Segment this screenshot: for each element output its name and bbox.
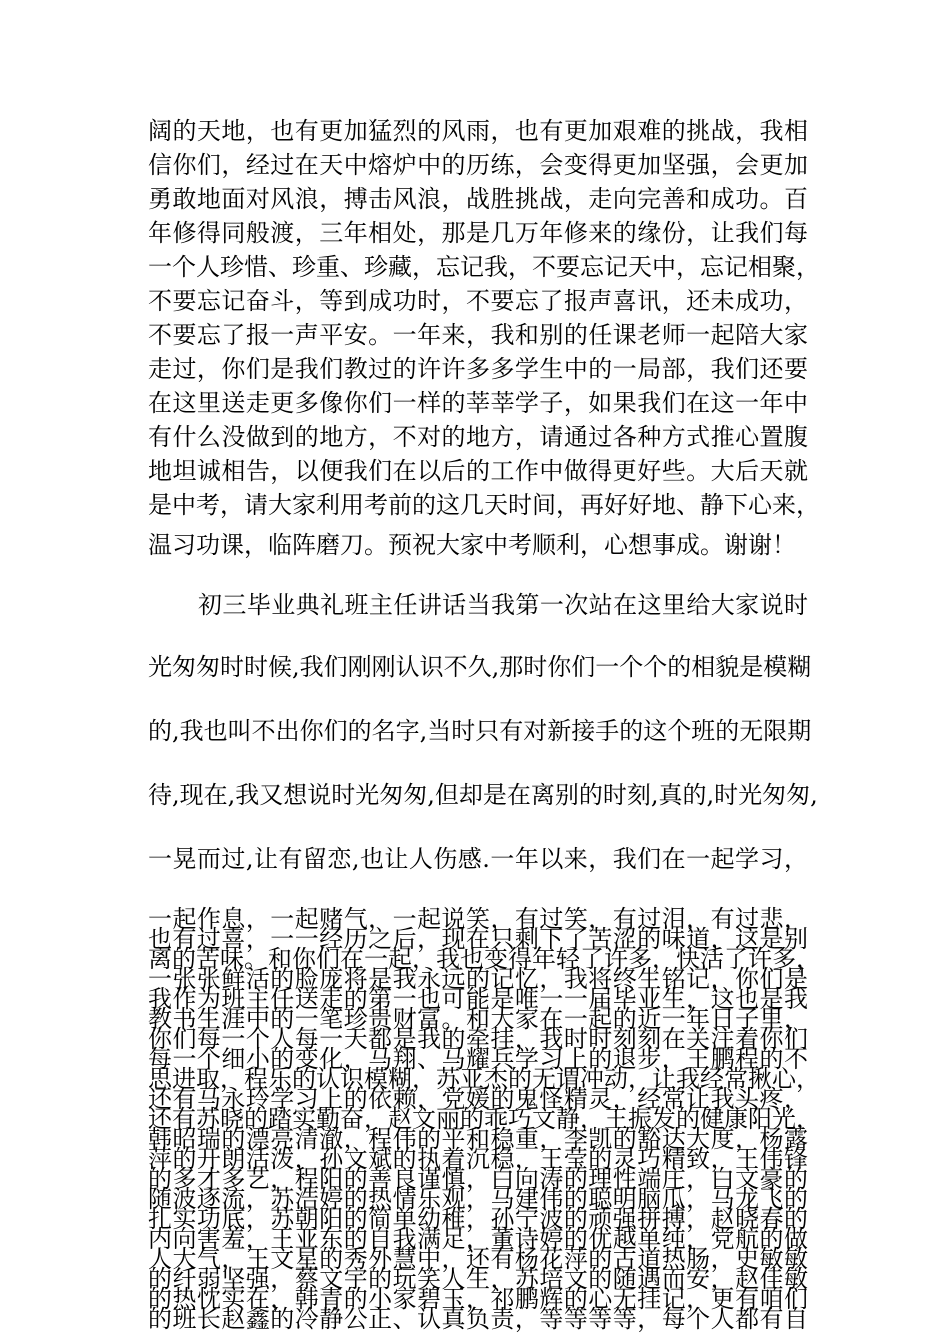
text-line: 待,现在,我又想说时光匆匆,但却是在离别的时刻,真的,时光匆匆, xyxy=(148,781,818,809)
text-line: 也有过喜，一一经历之后，现在只剩下了苦涩的味道，这是别 xyxy=(148,925,808,953)
text-line: 一个人珍惜、珍重、珍藏，忘记我，不要忘记天中，忘记相聚， xyxy=(148,253,820,281)
text-line: 人大气，王文星的秀外慧中，还有杨花萍的古道热肠，史敏敏 xyxy=(148,1245,808,1273)
text-line: 离的苦味。和你们在一起，我也变得年轻了许多，快活了许多， xyxy=(148,945,820,973)
text-line: 我作为班主任送走的第一也可能是唯一一届毕业生，这也是我 xyxy=(148,985,808,1013)
text-line: 勇敢地面对风浪，搏击风浪，战胜挑战，走向完善和成功。百 xyxy=(148,185,808,213)
text-line: 不要忘了报一声平安。一年来，我和别的任课老师一起陪大家 xyxy=(148,321,808,349)
text-line: 是中考，请大家利用考前的这几天时间，再好好地、静下心来， xyxy=(148,491,820,519)
text-line: 阔的天地，也有更加猛烈的风雨，也有更加艰难的挑战，我相 xyxy=(148,117,808,145)
text-line: 光匆匆时时候,我们刚刚认识不久,那时你们一个个的相貌是模糊 xyxy=(148,653,812,681)
paragraph-first-line: 初三毕业典礼班主任讲话当我第一次站在这里给大家说时 xyxy=(198,591,808,619)
text-line: 一起作息，一起赌气，一起说笑，有过笑，有过泪，有过悲， xyxy=(148,905,808,933)
text-line: 温习功课，临阵磨刀。预祝大家中考顺利，心想事成。谢谢！ xyxy=(148,531,796,559)
text-line: 内向害羞，王亚东的自我满足，董诗婷的优越单纯，党航的做 xyxy=(148,1225,808,1253)
text-line: 随波逐流，苏浩婷的热情乐观，马建伟的聪明脑瓜，马龙飞的 xyxy=(148,1185,808,1213)
text-line: 还有苏晓的踏实勤奋，赵文丽的乖巧文静，王振发的健康阳光， xyxy=(148,1105,820,1133)
text-line: 韩昭瑞的漂亮清澈，程伟的平和稳重，李凯的豁达大度，杨露 xyxy=(148,1125,808,1153)
text-line: 的热忱实在，韩青的小家碧玉，祁鹏辉的心无挂记，更有咱们 xyxy=(148,1285,808,1313)
text-line: 一晃而过,让有留恋,也让人伤感.一年以来，我们在一起学习， xyxy=(148,845,808,873)
text-line: 的多才多艺，程阳的善良谨慎，白向涛的理性端庄，白文豪的 xyxy=(148,1165,808,1193)
text-line: 还有马永玲学习上的依赖，党媛的鬼怪精灵，经常让我头疼， xyxy=(148,1085,808,1113)
text-line: 年修得同般渡，三年相处，那是几万年修来的缘份，让我们每 xyxy=(148,219,808,247)
text-line: 不要忘记奋斗，等到成功时，不要忘了报声喜讯，还未成功， xyxy=(148,287,808,315)
text-line: 萍的开朗活泼，孙文斌的执着沉稳，王莹的灵巧精致，王伟锋 xyxy=(148,1145,808,1173)
text-line: 你们每一个人每一天都是我的牵挂，我时时刻刻在关注着你们 xyxy=(148,1025,808,1053)
text-line: 走过，你们是我们教过的许许多多学生中的一局部，我们还要 xyxy=(148,355,808,383)
text-line: 的纤弱坚强，蔡文宇的玩笑人生，苏培文的随遇而安，赵佳敏 xyxy=(148,1265,808,1293)
text-line: 一张张鲜活的脸庞将是我永远的记忆，我将终生铭记，你们是 xyxy=(148,965,808,993)
text-line: 在这里送走更多像你们一样的莘莘学子，如果我们在这一年中 xyxy=(148,389,808,417)
text-line: 信你们，经过在天中熔炉中的历练，会变得更加坚强，会更加 xyxy=(148,151,808,179)
text-line: 的班长赵鑫的冷静公正、认真负责，等等等等，每个人都有自 xyxy=(148,1305,808,1333)
text-line: 的,我也叫不出你们的名字,当时只有对新接手的这个班的无限期 xyxy=(148,717,812,745)
text-line: 扎实功底，苏朝阳的简单幼稚，孙宁波的顽强拼搏，赵晓春的 xyxy=(148,1205,808,1233)
text-line: 教书生涯中的一笔珍贵财富。和大家在一起的近一年日子里， xyxy=(148,1005,808,1033)
text-line: 思进取，程乐的认识模糊，苏亚杰的无谓冲动，让我经常揪心， xyxy=(148,1065,820,1093)
text-line: 每一个细小的变化，马翔、马耀兵学习上的退步，王鹏程的不 xyxy=(148,1045,808,1073)
text-line: 有什么没做到的地方，不对的地方，请通过各种方式推心置腹 xyxy=(148,423,808,451)
text-line: 地坦诚相告，以便我们在以后的工作中做得更好些。大后天就 xyxy=(148,457,808,485)
